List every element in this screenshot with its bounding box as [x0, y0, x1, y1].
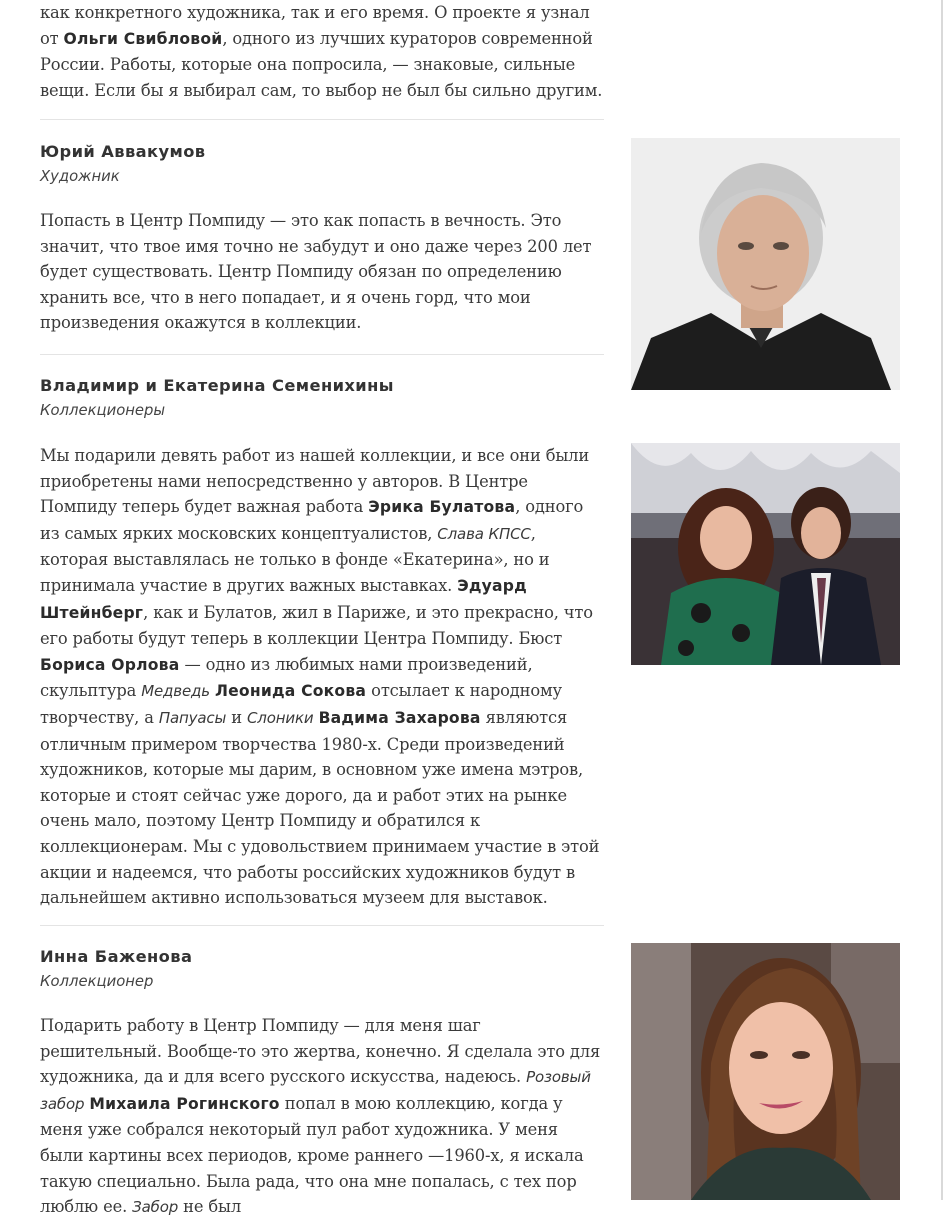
quote-paragraph: [40, 1013, 604, 1221]
person-role: Коллекционеры: [40, 402, 166, 419]
text-run: Мы подарили девять работ из нашей коллекции, и все они были приобретены нами непосредственно у авторов. В Центре Помпиду теперь будет важная работа: [40, 446, 590, 517]
person-role: Художник: [40, 168, 120, 185]
text-run: Подарить работу в Центр Помпиду — для меня шаг решительный. Вообще-то это жертва, конечно. Я сделала это для художника, да и для всего русского искусства, надеюсь.: [40, 1016, 601, 1087]
portrait-photo: [631, 943, 900, 1200]
text-run: , как и Булатов, жил в Париже, и это прекрасно, что его работы будут теперь в коллекции Центра Помпиду. Бюст: [40, 602, 593, 649]
text-run: не был: [178, 1197, 242, 1217]
separator: [40, 925, 604, 926]
bold-name: Михаила Рогинского: [89, 1094, 280, 1113]
separator: [40, 354, 604, 355]
text-run: , одного из самых ярких московских концептуалистов,: [40, 497, 584, 543]
bold-name: Леонида Сокова: [215, 682, 367, 701]
text-run: — одно из любимых нами произведений, скульптура: [40, 654, 533, 701]
italic-title: Слоники: [246, 708, 314, 727]
bold-name: Вадима Захарова: [318, 708, 481, 727]
person-name: Юрий Аввакумов: [40, 142, 206, 161]
italic-title: Папуасы: [158, 708, 227, 727]
text-run: Попасть в Центр Помпиду — это как попасть в вечность. Это значит, что твое имя точно не забудут и оно даже через 200 лет будет существовать. Центр Помпиду обязан по определению хранить все, что в него попадает, и я очень горд, что мои произведения окажутся в коллекции.: [40, 211, 592, 333]
bold-name: Бориса Орлова: [40, 655, 180, 674]
couple-photo: [631, 443, 900, 665]
person-name: Владимир и Екатерина Семенихины: [40, 376, 394, 395]
quote-paragraph: [40, 208, 604, 336]
bold-name: Эрика Булатова: [368, 498, 516, 517]
italic-title: Забор: [132, 1198, 179, 1217]
text-run: и: [226, 707, 247, 727]
text-run: , которая выставлялась не только в фонде «Екатерина», но и принимала участие в других важных выставках.: [40, 523, 550, 595]
quote-paragraph: [40, 443, 604, 911]
text-run: попал в мою коллекцию, когда у меня уже собрался некоторый пул работ художника. У меня были картины всех периодов, кроме раннего —1960-х, я искала такую специально. Была рада, что она мне попалась, с тех пор люблю ее.: [40, 1093, 584, 1217]
italic-title: Медведь: [141, 682, 210, 701]
person-name: Инна Баженова: [40, 947, 193, 966]
person-role: Коллекционер: [40, 973, 154, 990]
text-run: являются отличным примером творчества 1980-х. Среди произведений художников, которые мы дарим, в основном уже имена мэтров, которые и стоят сейчас уже дорого, да и работ этих на рынке очень мало, поэтому Центр Помпиду и обратился к коллекционерам. Мы с удовольствием принимаем участие в этой акции и надеемся, что работы российских художников будут в дальнейшем активно использоваться музеем для выставок.: [40, 707, 600, 908]
italic-title: Слава КПСС: [437, 524, 531, 543]
text-run: как конкретного художника, так и его время. О проекте я узнал от: [40, 3, 590, 48]
text-run: , одного из лучших кураторов современной России. Работы, которые она попросила, — знаковые, сильные вещи. Если бы я выбирал сам, то выбор не был бы сильно другим.: [40, 28, 603, 100]
portrait-photo: [631, 138, 900, 390]
separator: [40, 119, 604, 120]
bold-name: Ольги Свибловой: [63, 29, 223, 48]
italic-title: Розовый забор: [40, 1068, 591, 1113]
intro-paragraph: [40, 0, 604, 103]
text-run: отсылает к народному творчеству, а: [40, 681, 562, 727]
bold-name: Эдуард Штейнберг: [40, 576, 527, 622]
